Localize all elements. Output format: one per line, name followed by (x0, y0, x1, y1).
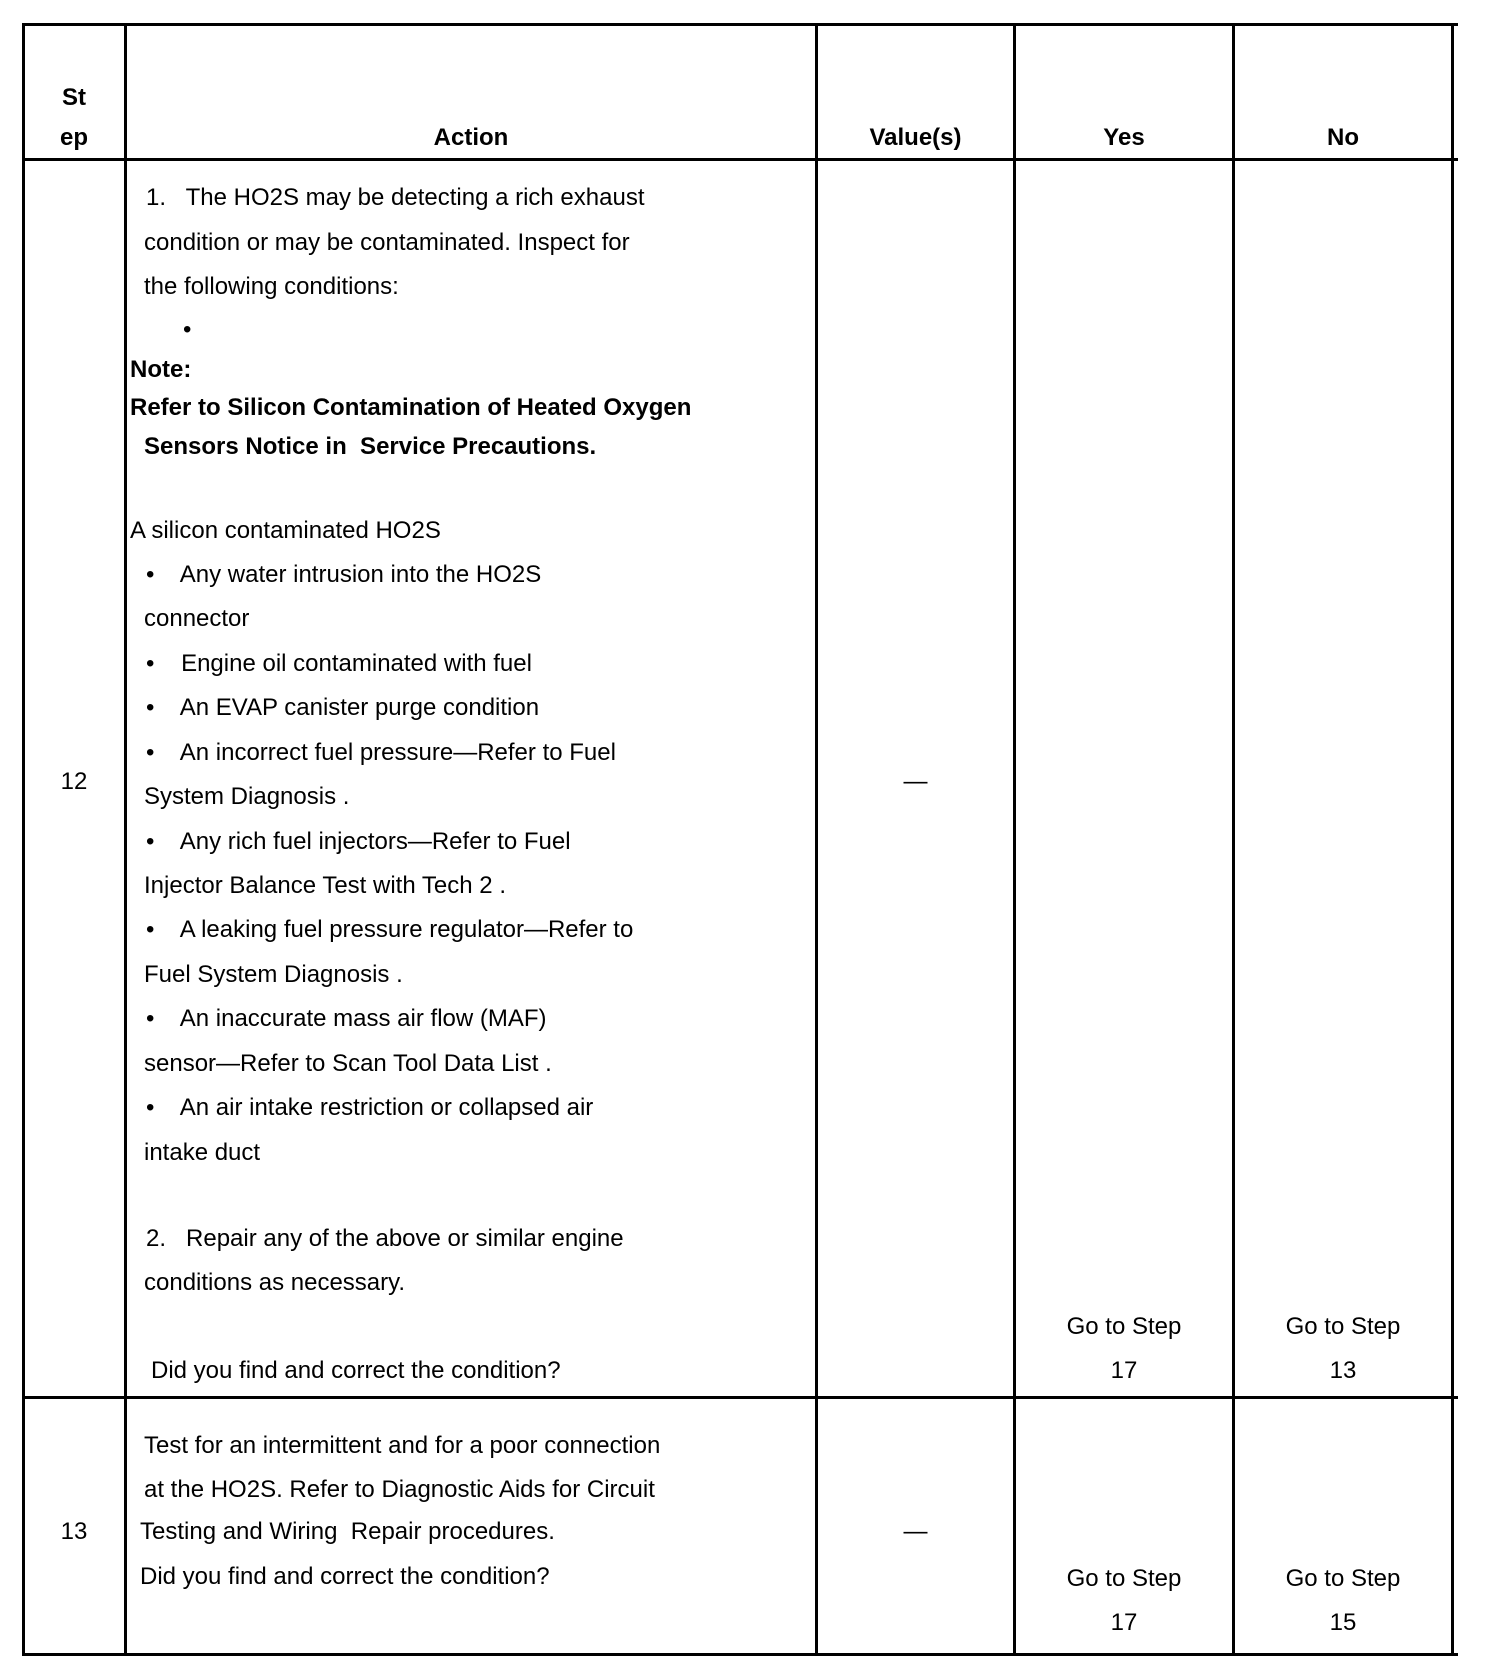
bullet-item: • A leaking fuel pressure regulator—Refer to (146, 916, 634, 943)
yes-cell: 17 (1110, 1357, 1138, 1384)
header-step-line2: ep (59, 124, 88, 151)
no-cell: Go to Step (1285, 1565, 1401, 1592)
action-line: 1. The HO2S may be detecting a rich exhaust (146, 184, 645, 211)
bullet-item-cont: Injector Balance Test with Tech 2 . (144, 872, 506, 899)
note-label: Note: (130, 356, 192, 383)
bullet-item: • Any water intrusion into the HO2S (146, 561, 542, 588)
step-number: 13 (60, 1518, 88, 1545)
header-no: No (1327, 124, 1359, 151)
note-text: Sensors Notice in Service Precautions. (144, 433, 597, 460)
no-cell: 15 (1329, 1609, 1357, 1636)
row-divider (22, 1396, 1458, 1399)
action-line: Test for an intermittent and for a poor connection (144, 1432, 661, 1459)
bullet-item: • An EVAP canister purge condition (146, 694, 540, 721)
header-action: Action (433, 124, 509, 151)
action-line: 2. Repair any of the above or similar engine (146, 1225, 624, 1252)
bullet-item-cont: sensor—Refer to Scan Tool Data List . (144, 1050, 552, 1077)
bullet-item: • An inaccurate mass air flow (MAF) (146, 1005, 547, 1032)
value-cell: — (903, 768, 928, 795)
bullet-item: • An incorrect fuel pressure—Refer to Fuel (146, 739, 616, 766)
no-cell: 13 (1329, 1357, 1357, 1384)
yes-cell: 17 (1110, 1609, 1138, 1636)
silicon-line: A silicon contaminated HO2S (130, 517, 441, 544)
header-divider (22, 158, 1458, 161)
no-cell: Go to Step (1285, 1313, 1401, 1340)
yes-cell: Go to Step (1066, 1313, 1182, 1340)
action-question: Did you find and correct the condition? (140, 1563, 550, 1590)
note-text: Refer to Silicon Contamination of Heated Oxygen (130, 394, 692, 421)
bullet-item-cont: System Diagnosis . (144, 783, 350, 810)
bullet-item-cont: intake duct (144, 1139, 261, 1166)
action-line: Testing and Wiring Repair procedures. (140, 1518, 555, 1545)
action-line: the following conditions: (144, 273, 399, 300)
yes-cell: Go to Step (1066, 1565, 1182, 1592)
empty-bullet: • (183, 316, 192, 343)
table-top-border (22, 23, 1458, 26)
action-line: condition or may be contaminated. Inspect for (144, 229, 630, 256)
col-divider-step (124, 23, 127, 1656)
header-values: Value(s) (869, 124, 962, 151)
bullet-item: • Engine oil contaminated with fuel (146, 650, 532, 677)
bullet-item-cont: connector (144, 605, 250, 632)
action-question: Did you find and correct the condition? (151, 1357, 561, 1384)
col-divider-values (1013, 23, 1016, 1656)
step-number: 12 (60, 768, 88, 795)
col-divider-yes (1232, 23, 1235, 1656)
header-step-line1: St (62, 84, 86, 111)
bullet-item: • An air intake restriction or collapsed air (146, 1094, 594, 1121)
header-yes: Yes (1103, 124, 1145, 151)
table-left-border (22, 23, 25, 1656)
action-line: conditions as necessary. (144, 1269, 406, 1296)
value-cell: — (903, 1518, 928, 1545)
table-right-border (1451, 23, 1454, 1656)
bullet-item-cont: Fuel System Diagnosis . (144, 961, 403, 988)
table-bottom-border (22, 1653, 1458, 1656)
bullet-item: • Any rich fuel injectors—Refer to Fuel (146, 828, 571, 855)
col-divider-action (815, 23, 818, 1656)
action-line: at the HO2S. Refer to Diagnostic Aids for Circuit (144, 1476, 655, 1503)
